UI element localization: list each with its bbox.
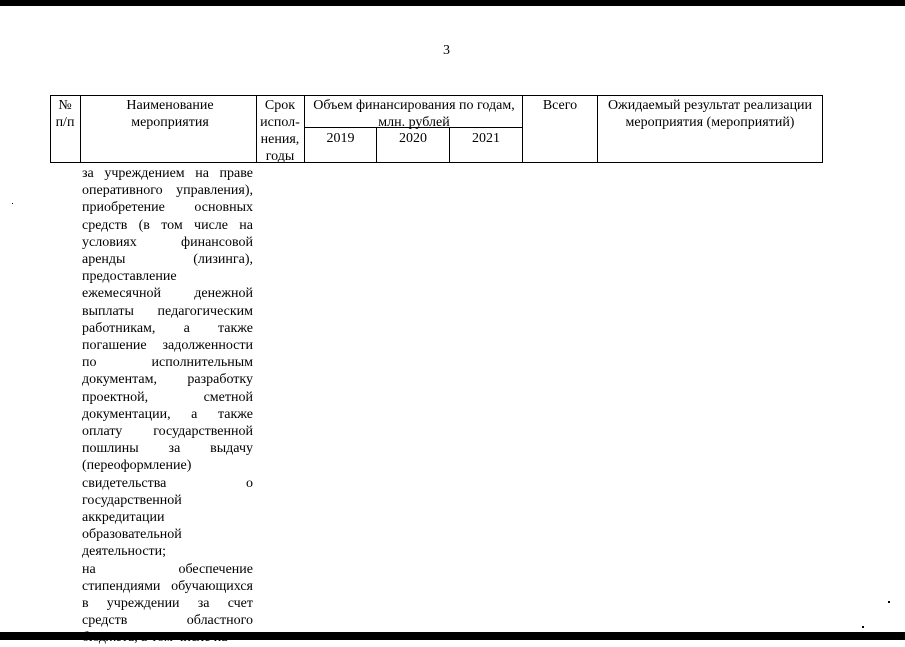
header-col-total: Всего: [542, 98, 578, 113]
header-col-financing: Объем финансирования по годам, млн. рублей: [313, 98, 515, 130]
header-col-name: Наименование мероприятия: [126, 98, 214, 130]
header-year-2020: 2020: [399, 131, 427, 146]
description-paragraph-2: на обеспечение стипендиями обучающихся в учреждении за счет средств областного бюджета, в том числе на: [82, 561, 253, 646]
header-col-result: Ожидаемый результат реализации мероприятия (мероприятий): [607, 98, 813, 130]
scan-speck: [862, 626, 864, 628]
activity-description: [82, 165, 253, 647]
scan-edge-top: [0, 0, 905, 6]
description-paragraph-1: за учреждением на праве оперативного управления), приобретение основных средств (в том числе на условиях финансовой аренды (лизинга), предоставление ежемесячной денежной выплаты педагогическим работникам, а также погашение задолженности по исполнительным документам, разработку проектной, сметной документации, а также оплату государственной пошлины за выдачу (переоформление) свидетельства о государственной аккредитации образовательной деятельности;: [82, 166, 253, 560]
header-year-2019: 2019: [326, 131, 355, 146]
header-col-number: № п/п: [55, 98, 75, 130]
page-number: 3: [443, 43, 450, 58]
header-year-2021: 2021: [472, 131, 500, 146]
scan-speck: [12, 203, 13, 204]
scan-speck: [888, 601, 890, 603]
header-col-term: Срок испол-нения, годы: [260, 98, 300, 164]
